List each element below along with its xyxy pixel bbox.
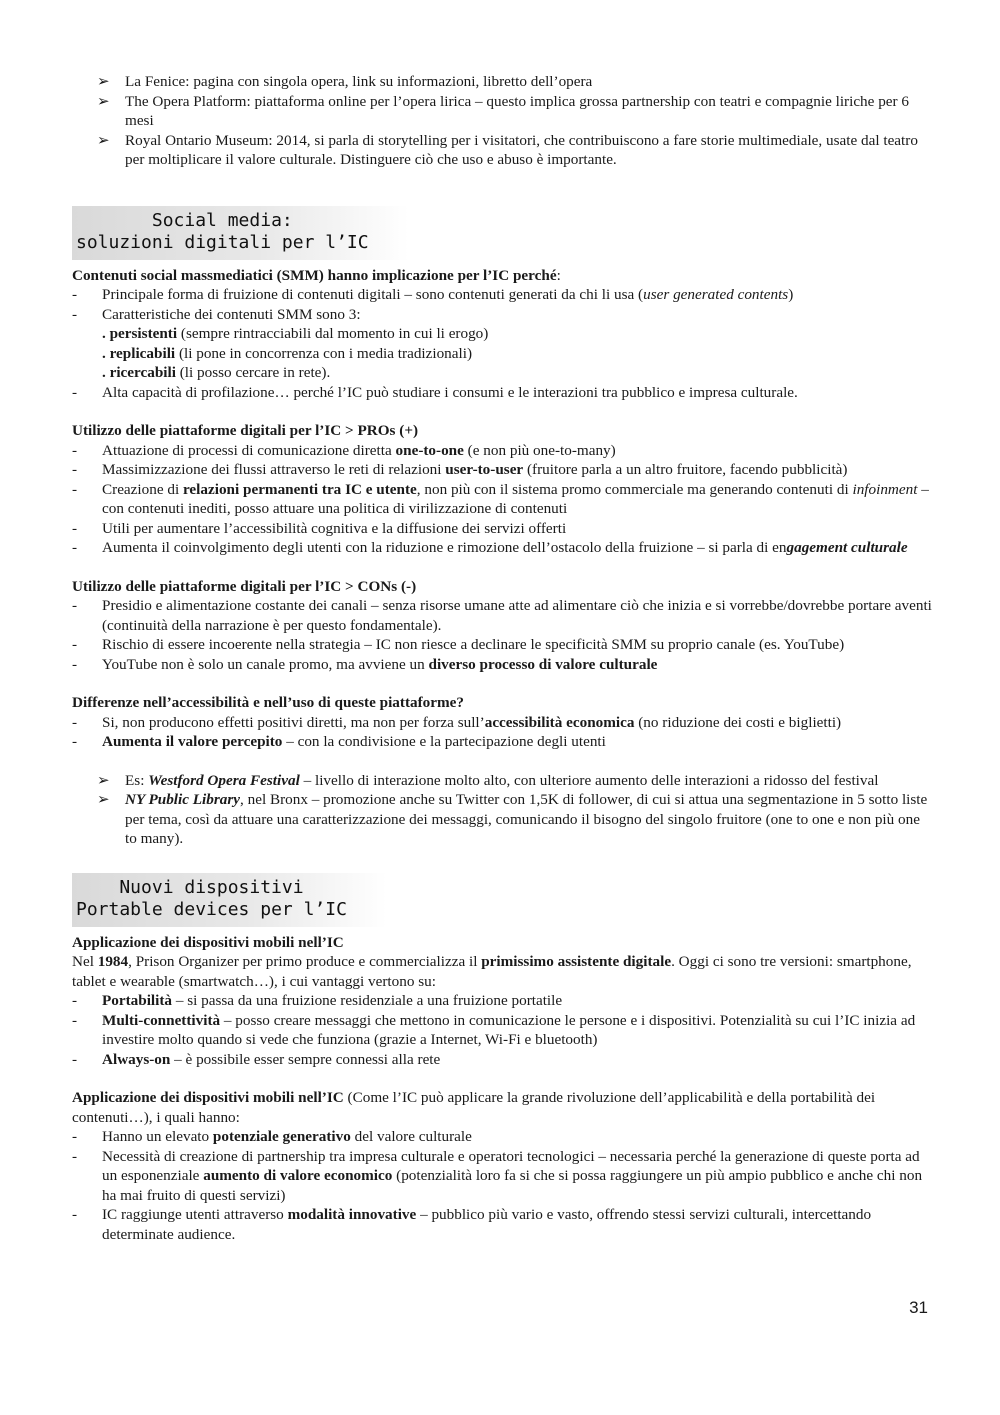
page-number: 31 [909, 1298, 928, 1317]
dash-bullet: - [72, 597, 78, 614]
dash-bullet: - [72, 655, 78, 673]
arrow-bullet-icon: ➢ [97, 791, 110, 808]
list-item: - Presidio e alimentazione costante dei canali – senza risorse umane atte ad alimentare ciò che inizia e si vorrebbe/dovrebbe portare aventi (continuità della narrazione è per questo fondamentale). [72, 597, 932, 634]
dash-bullet: - [72, 992, 78, 1009]
dash-bullet: - [72, 713, 78, 731]
list-item: - Rischio di essere incoerente nella strategia – IC non riesce a declinare le specificità SMM su proprio canale (es. YouTube) [72, 636, 845, 653]
characteristic-persistenti: . persistenti (sempre rintracciabili dal momento in cui li erogo) [102, 325, 489, 342]
dash-bullet: - [72, 441, 78, 459]
list-item: ➢ Es: Westford Opera Festival – livello di interazione molto alto, con ulteriore aumento delle interazioni a ridosso del festival [97, 771, 879, 789]
dash-bullet: - [72, 1050, 78, 1068]
arrow-bullet-icon: ➢ [97, 73, 110, 90]
list-item: - Utili per aumentare l’accessibilità cognitiva e la diffusione dei servizi offerti [72, 519, 567, 537]
dash-bullet: - [72, 480, 78, 498]
list-item: ➢ The Opera Platform: piattaforma online per l’opera lirica – questo implica grossa partnership con teatri e compagnie liriche per 6 mesi [97, 92, 909, 129]
list-item: - Si, non producono effetti positivi diretti, ma non per forza sull’accessibilità economica (no riduzione dei costi e biglietti) [72, 713, 842, 731]
list-item: - Portabilità – si passa da una fruizione residenziale a una fruizione portatile [72, 992, 563, 1009]
list-item: - Attuazione di processi di comunicazione diretta one-to-one (e non più one-to-many) [72, 441, 616, 459]
differences-list [72, 713, 932, 752]
mobile-advantages-list [72, 991, 932, 1069]
list-item: - Principale forma di fruizione di contenuti digitali – sono contenuti generati da chi li usa (user generated contents) [72, 286, 794, 303]
list-item: - Necessità di creazione di partnership tra impresa culturale e operatori tecnologici – necessaria perché la generazione di queste porta ad un esponenziale aumento di valore economico (potenzialità loro fa si che si possa raggiungere un più ampio pubblico e anche chi non ha mai fruito di questi servizi) [72, 1147, 923, 1204]
list-item: - Aumenta il coinvolgimento degli utenti con la riduzione e rimozione dell’ostacolo della fruizione – si parla di engagement culturale [72, 539, 908, 556]
smm-list [72, 285, 932, 402]
dash-bullet: - [72, 733, 78, 750]
list-item: ➢ Royal Ontario Museum: 2014, si parla di storytelling per i visitatori, che contribuiscono a fare storie multimediale, usate dal teatro per moltiplicare il valore culturale. Distinguere ciò che uso e abuso è importante. [97, 131, 918, 168]
list-item: - Always-on – è possibile esser sempre connessi alla rete [72, 1050, 441, 1068]
differences-heading: Differenze nell’accessibilità e nell’uso di queste piattaforme? [72, 694, 464, 711]
dash-bullet: - [72, 539, 78, 556]
arrow-bullet-icon: ➢ [97, 92, 110, 110]
pros-heading: Utilizzo delle piattaforme digitali per l’IC > PROs (+) [72, 422, 419, 439]
dash-bullet: - [72, 1011, 78, 1029]
list-item: - YouTube non è solo un canale promo, ma avviene un diverso processo di valore culturale [72, 655, 658, 673]
arrow-bullet-icon: ➢ [97, 771, 110, 789]
mobile-apps-heading: Applicazione dei dispositivi mobili nell’IC [72, 933, 344, 951]
list-item: ➢ NY Public Library, nel Bronx – promozione anche su Twitter con 1,5K di follower, di cui si attua una segmentazione in 5 sotto liste per tema, così da attuare una caratterizzazione dei messaggi, comunicando il bisogno del singolo fruitore (one to one e non più one to many). [97, 791, 928, 847]
dash-bullet: - [72, 461, 78, 478]
dash-bullet: - [72, 1147, 78, 1165]
list-item: - Multi-connettività – posso creare messaggi che mettono in comunicazione le persone e i dispositivi. Potenzialità su cui l’IC inizia ad investire molto quando si vede che funziona (grazie a Internet, Wi-Fi e bluetooth) [72, 1011, 916, 1048]
dash-bullet: - [72, 1128, 78, 1145]
dash-bullet: - [72, 519, 78, 537]
section-banner-social-media: Social media: soluzioni digitali per l’IC [72, 206, 409, 260]
dash-bullet: - [72, 286, 78, 303]
social-examples-list [72, 771, 932, 849]
dash-bullet: - [72, 636, 78, 653]
list-item: - Caratteristiche dei contenuti SMM sono 3: . persistenti (sempre rintracciabili dal momento in cui li erogo) . replicabili (li pone in concorrenza con i media tradizionali) . ricercabili (li posso cercare in rete). [72, 305, 932, 383]
cons-list [72, 596, 932, 674]
dash-bullet: - [72, 305, 78, 323]
cons-heading: Utilizzo delle piattaforme digitali per l’IC > CONs (-) [72, 577, 417, 595]
arrow-bullet-icon: ➢ [97, 131, 110, 149]
list-item: - Creazione di relazioni permanenti tra IC e utente, non più con il sistema promo commerciale ma generando contenuti di infoinment – con contenuti inediti, posso attuare una politica di virilizzazione di contenuti [72, 480, 929, 517]
list-item: ➢ La Fenice: pagina con singola opera, link su informazioni, libretto dell’opera [97, 73, 593, 90]
page-content [72, 72, 932, 1244]
list-item: - Hanno un elevato potenziale generativo del valore culturale [72, 1128, 472, 1145]
section-banner-devices: Nuovi dispositivi Portable devices per l’IC [72, 873, 387, 927]
list-item: - Aumenta il valore percepito – con la condivisione e la partecipazione degli utenti [72, 733, 606, 750]
list-item: - Massimizzazione dei flussi attraverso le reti di relazioni user-to-user (fruitore parla a un altro fruitore, facendo pubblicità) [72, 461, 848, 478]
characteristic-replicabili: . replicabili (li pone in concorrenza con i media tradizionali) [102, 344, 473, 362]
mobile-potential-list [72, 1127, 932, 1244]
characteristic-ricercabili: . ricercabili (li posso cercare in rete). [102, 364, 331, 381]
pros-list [72, 441, 932, 558]
list-item: - Alta capacità di profilazione… perché l’IC può studiare i consumi e le interazioni tra pubblico e impresa culturale. [72, 383, 798, 401]
mobile-apps-heading-2: Applicazione dei dispositivi mobili nell’IC (Come l’IC può applicare la grande rivoluzione dell’applicabilità e della portabilità dei contenuti…), i quali hanno: [72, 1089, 876, 1126]
dash-bullet: - [72, 383, 78, 401]
smm-heading: Contenuti social massmediatici (SMM) hanno implicazione per l’IC perché: [72, 266, 561, 284]
list-item: - IC raggiunge utenti attraverso modalità innovative – pubblico più vario e vasto, offrendo stessi servizi culturali, intercettando determinate audience. [72, 1206, 872, 1243]
mobile-apps-intro: Nel 1984, Prison Organizer per primo produce e commercializza il primissimo assistente digitale. Oggi ci sono tre versioni: smartphone, tablet e wearable (smartwatch…), i cui vantaggi vertono su: [72, 953, 912, 990]
intro-examples-list [72, 72, 932, 170]
dash-bullet: - [72, 1206, 78, 1223]
